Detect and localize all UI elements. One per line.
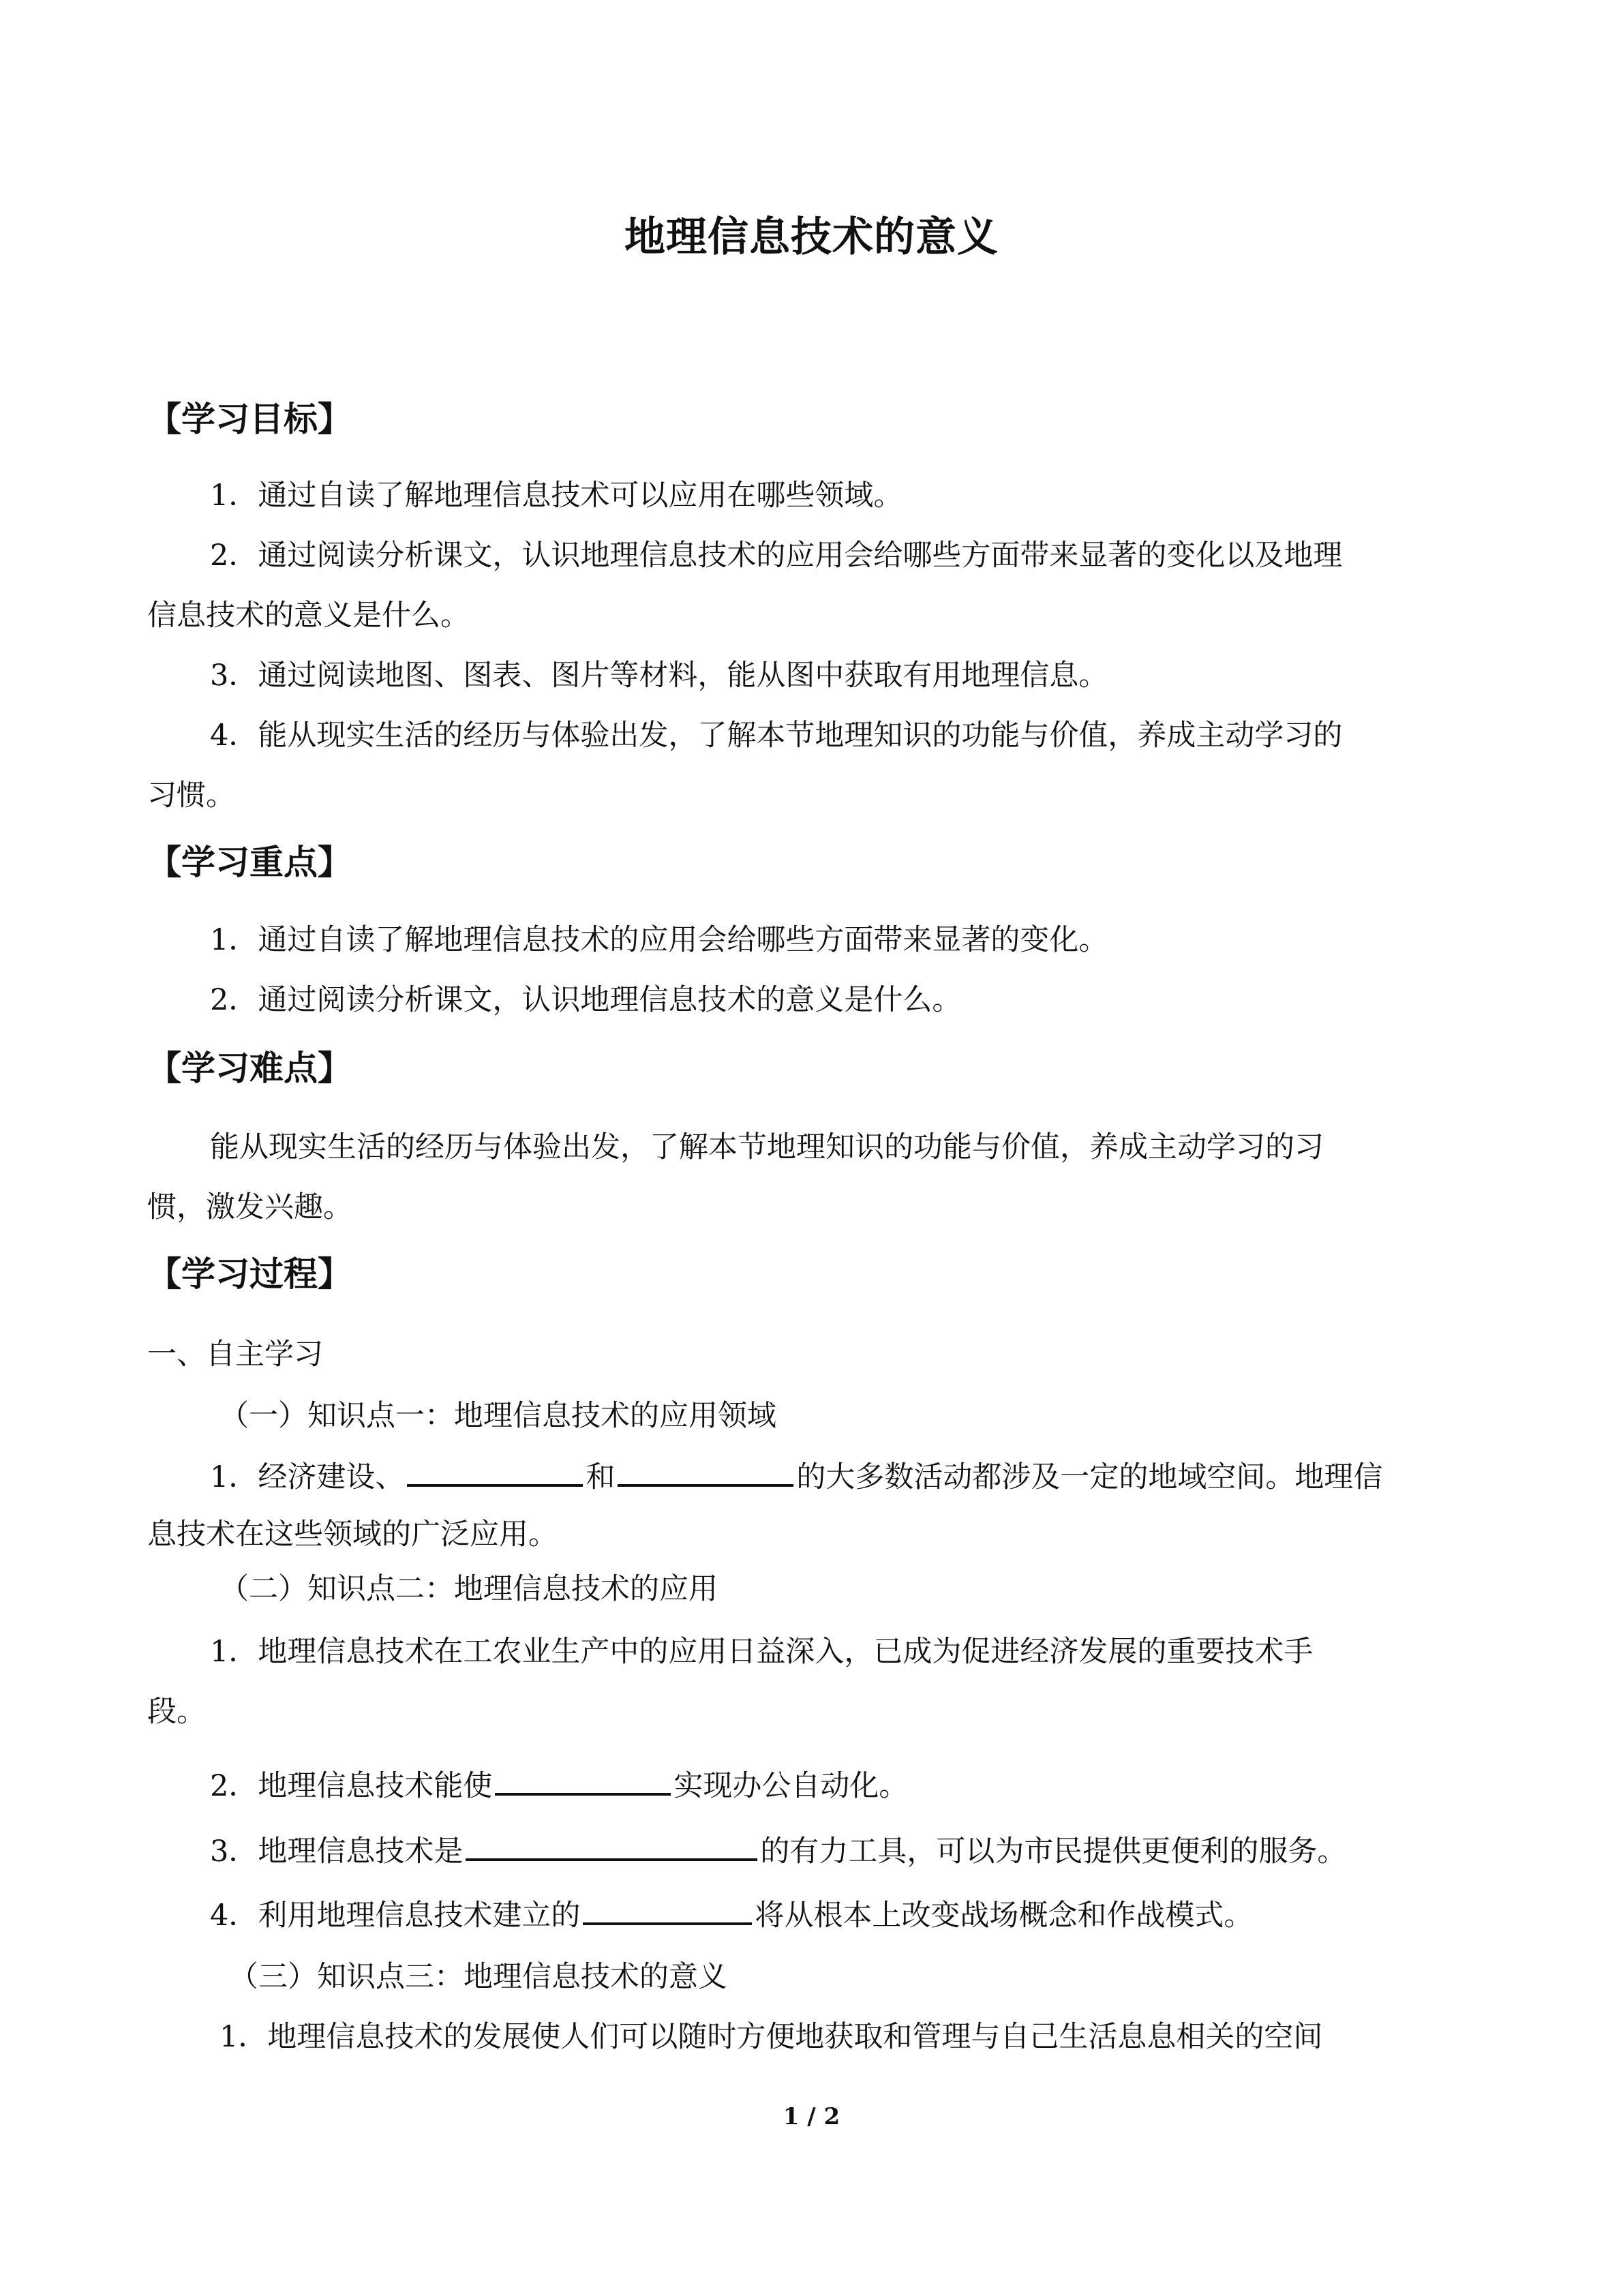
page-title: 地理信息技术的意义 [624, 213, 999, 261]
question-3-pre: 3．地理信息技术是 [210, 1834, 464, 1869]
heading-learning-goals: 【学习目标】 [147, 399, 352, 439]
goal-item-2: 2．通过阅读分析课文，认识地理信息技术的应用会给哪些方面带来显著的变化以及地理 [210, 539, 1343, 573]
fill-item-1 [210, 1454, 1382, 1498]
significance-item-1: 1．地理信息技术的发展使人们可以随时方便地获取和管理与自己生活息息相关的空间 [219, 2020, 1323, 2054]
answer-blank[interactable] [466, 1828, 757, 1861]
question-2-pre: 2．地理信息技术能使 [210, 1769, 493, 1803]
question-4-post: 将从根本上改变战场概念和作战模式。 [755, 1899, 1254, 1933]
subsection-knowledge-3: （三）知识点三：地理信息技术的意义 [229, 1960, 727, 1994]
key-item-2: 2．通过阅读分析课文，认识地理信息技术的意义是什么。 [210, 983, 962, 1017]
question-4-pre: 4．利用地理信息技术建立的 [210, 1899, 581, 1933]
section-self-study: 一、自主学习 [147, 1338, 323, 1372]
question-1: 1．地理信息技术在工农业生产中的应用日益深入，已成为促进经济发展的重要技术手 [210, 1635, 1314, 1669]
question-1-cont: 段。 [147, 1695, 206, 1729]
page-number: 1 / 2 [783, 2103, 840, 2130]
goal-item-4: 4．能从现实生活的经历与体验出发，了解本节地理知识的功能与价值，养成主动学习的 [210, 719, 1343, 753]
question-2-post: 实现办公自动化。 [673, 1769, 909, 1803]
answer-blank[interactable] [583, 1892, 752, 1925]
question-4 [210, 1892, 1253, 1936]
answer-blank[interactable] [407, 1454, 583, 1487]
heading-key-points: 【学习重点】 [147, 843, 352, 882]
question-3-post: 的有力工具，可以为市民提供更便利的服务。 [760, 1834, 1347, 1869]
difficult-item: 能从现实生活的经历与体验出发，了解本节地理知识的功能与价值，养成主动学习的习 [210, 1130, 1324, 1164]
subsection-knowledge-2: （二）知识点二：地理信息技术的应用 [219, 1572, 718, 1606]
goal-item-2-cont: 信息技术的意义是什么。 [147, 599, 470, 633]
question-3 [210, 1828, 1346, 1872]
difficult-item-cont: 惯，激发兴趣。 [147, 1190, 352, 1224]
subsection-knowledge-1: （一）知识点一：地理信息技术的应用领域 [219, 1399, 776, 1433]
goal-item-4-cont: 习惯。 [147, 779, 235, 813]
goal-item-1: 1．通过自读了解地理信息技术可以应用在哪些领域。 [210, 479, 903, 513]
goal-item-3: 3．通过阅读地图、图表、图片等材料，能从图中获取有用地理信息。 [210, 659, 1108, 693]
heading-learning-process: 【学习过程】 [147, 1254, 352, 1294]
question-2 [210, 1763, 908, 1807]
heading-difficult-points: 【学习难点】 [147, 1048, 352, 1088]
fill-item-1-mid: 和 [586, 1460, 616, 1494]
fill-item-1-pre: 1．经济建设、 [210, 1460, 405, 1494]
fill-item-1-cont: 息技术在这些领域的广泛应用。 [147, 1517, 558, 1552]
answer-blank[interactable] [618, 1454, 793, 1487]
key-item-1: 1．通过自读了解地理信息技术的应用会给哪些方面带来显著的变化。 [210, 923, 1108, 957]
fill-item-1-post: 的大多数活动都涉及一定的地域空间。地理信 [796, 1460, 1383, 1494]
answer-blank[interactable] [495, 1763, 671, 1796]
